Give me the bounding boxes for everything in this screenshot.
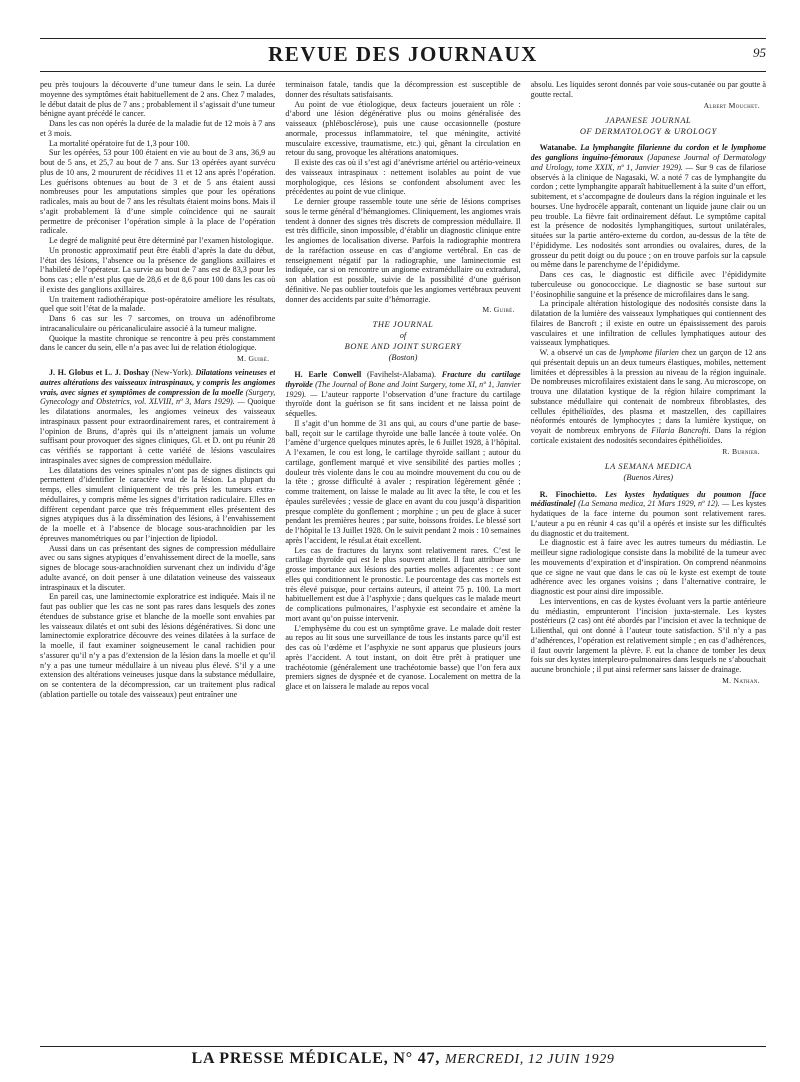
paragraph: Le degré de malignité peut être déterminé par l’examen histologique. (49, 236, 274, 245)
paragraph: Les interventions, en cas de kystes évoluant vers la partie antérieure du médiastin, emprunteront l’incision juxta-sternale. Les kystes postérieurs (2 cas) ont été abordés par l’incision et avec la technique de Lilienthal, qui ont donné à l’auteur toute satisfaction. S’il n’y a pas d’adhérences, l’opération est relativement simple ; en cas d’adhérences, il faut ouvrir largement la plèvre. F. eut la chance de tomber les deux fois sur des kystes interpleuro-pulmonaires dans lesquels ne s’abouchait aucune bronchiole ; il put ainsi refermer sans laisser de drainage. (530, 596, 766, 675)
paragraph: La mortalité opératoire fut de 1,3 pour 100. (49, 138, 190, 148)
text-run: . Dans la région corticale existaient des nodosités secondaires épithélioïdes. (530, 426, 766, 445)
article-title: La lymphangite filarienne du cordon et le lymphome des ganglions inguino-fémoraux (530, 143, 766, 163)
text-run-italic: Filaria Bancrofti (651, 426, 709, 436)
paragraph: Quoique la mastite chronique se rencontre à peu près constamment dans le cancer du sein, elle n’a pas avec lui de relation étiologique. (40, 333, 276, 353)
article-watanabe (531, 143, 766, 270)
article-place: (Favihelst-Alabama). (361, 370, 442, 380)
article-title: Dilatations veineuses et autres altérations des vaisseaux intraspinaux, y compris les angiomes vrais, avec signes et symptômes de compression de la moelle (40, 368, 276, 397)
signature: M. Guibé. (482, 305, 515, 315)
article-globus-doshay (40, 368, 275, 466)
article-author: H. Earle Conwell (294, 370, 362, 380)
article-place: (New-York). (149, 368, 196, 378)
journal-heading-line: JAPANESE JOURNAL (605, 115, 692, 125)
paragraph: En pareil cas, une laminectomie exploratrice est indiquée. Mais il ne faut pas oublier que les cas ne sont pas rares dans lesquels des zones étendues de substance grise et blanche de la moelle sont envahies par les vaisseaux dilatés et ont subi des lésions dégénératives. Si donc une laminectomie exploratrice découvre des veines dilatées à la surface de la moelle, il faut examiner soigneusement le canal rachidien pour s’assurer qu’il n’y a pas d’extension de la lésion dans la moelle et qu’il n’y a pas une tumeur médullaire à un niveau plus élevé. S’il y a une extension des altérations veineuses jusque dans la substance médullaire, on se contentera de la décompression, car un traitement plus radical (ablation partielle ou totale des vaisseaux) peut entraîner une (40, 592, 276, 699)
signature: M. Guibé. (237, 354, 270, 363)
journal-heading-line: (Buenos Aires) (623, 472, 674, 482)
paragraph: Au point de vue étiologique, deux facteurs joueraient un rôle : d’abord une lésion dégénérative plus ou moins généralisée des vaisseaux (phlébosclérose), puis une cause occasionnelle (posture anormale, processus inflammatoire, tel que méningite, activité musculaire excessive, traumatisme, etc.) qui, gênant la circulation en retour du sang, provoque les altérations anatomiques. (285, 99, 521, 158)
paragraph (531, 348, 766, 446)
journal-heading-line: LA SEMANA MEDICA (604, 461, 692, 471)
article-author: J. H. Globus et L. J. Doshay (49, 368, 150, 378)
paragraph: Aussi dans un cas présentant des signes de compression médullaire avec ou sans signes atypiques d’envahissement direct de la moelle, sans signes de blocage sous-arachnoïdien survenant chez un individu d’âge adulte avancé, on doit penser à une dilatation veineuse des vaisseaux intraspinaux et la discuter. (40, 543, 276, 592)
article-author: Watanabe. (539, 143, 577, 153)
paragraph: Un pronostic approximatif peut être établi d’après la date du début, l’état des lésions, l’absence ou la présence de ganglions axillaires et l’habileté de l’opérateur. La survie au bout de 7 ans est de 83,3 pour les bons cas ; elle n’est plus que de 28,6 et de 8,6 pour 100 dans les cas où il existe des ganglions axillaires. (40, 245, 276, 294)
footer-line (40, 1050, 766, 1068)
journal-heading-bone-joint (285, 320, 520, 364)
column-right (531, 80, 766, 1042)
paragraph: Le diagnostic est à faire avec les autres tumeurs du médiastin. Le meilleur signe radiologique consiste dans la mobilité de la tumeur avec les mouvements d’expiration et d’inspiration. On comprend néanmoins que ce signe ne vaut que dans le cas où le kyste est exempt de toute adhérence avec les organes voisins ; dans l’alternative contraire, le diagnostic est pour ainsi dire impossible. (530, 538, 766, 597)
article-title: Fracture du cartilage thyroïde (285, 370, 521, 389)
paragraph: La principale altération histologique des nodosités consiste dans la dilatation de la lumière des vaisseaux lymphatiques qui contiennent des filaires de Bancroft ; il existe en outre un épaississement des parois vasculaires et une infiltration de cellules lymphatiques autour des vaisseaux lymphatiques. (530, 299, 766, 348)
footer-issue-number: N° 47, (393, 1050, 441, 1067)
journal-heading-line: BONE AND JOINT SURGERY (344, 342, 462, 352)
article-source: (Japanese Journal of Dermatology and Urology, tome XXIX, nº 1, Janvier 1929). — (530, 153, 766, 172)
paragraph: Dans les cas non opérés la durée de la maladie fut de 12 mois à 7 ans et 3 mois. (40, 119, 276, 138)
article-finochietto (531, 490, 766, 539)
signature: Albert Mouchet. (703, 100, 760, 110)
journal-heading-line: of (399, 331, 407, 341)
paragraph: Il s’agit d’un homme de 31 ans qui, au cours d’une partie de base-ball, reçoit sur le cartilage thyroïde une balle lancée à toute volée. On l’amène d’urgence quelques minutes après, le 6 Juillet 1928, à l’hôpital. A l’examen, le cou est long, le cartilage thyroïde saillant ; autour du cartilage, gonflement marqué et vive sensibilité des parties molles ; douleur très violente dans le cou au moindre mouvement du cou ou de la tête ; grosse difficulté à avaler ; respiration légèrement gênée ; comme traitement, on laisse le malade au lit avec la tête, le cou et les épaules surélevées ; vessie de glace en avant du cou jusqu’à disparition presque complète du gonflement ; morphine ; un peu de glace à sucer pendant les premières heures ; par suite, boissons froides. Le blessé sort de l’hôpital le 13 Juillet 1928. On le suivit pendant 2 mois : 10 semaines après l’accident, le résul.at était excellent. (285, 418, 521, 545)
signature: R. Burnier. (722, 446, 760, 456)
article-source: (The Journal of Bone and Joint Surgery, tome XI, nº 1, Janvier 1929). — (285, 379, 521, 399)
paragraph: Les cas de fractures du larynx sont relativement rares. C’est le cartilage thyroïde qui est le plus souvent atteint. Il faut attribuer une grosse importance aux lésions des parties molles adjacentes : ce sont elles qui conditionnent le pronostic. Le pourcentage des cas mortels est très élevé puisque, pour certains auteurs, il atteint 75 p. 100. La mort habituellement est due à l’asphyxie ; dans quelques cas le malade meurt de complications pulmonaires, l’asphyxie est secondaire et amène la mort avant qu’on puisse intervenir. (285, 545, 521, 623)
footer-journal: LA PRESSE MÉDICALE, (191, 1050, 389, 1067)
article-text: Sur 9 cas de filariose observés à la clinique de Nagasaki, W. a noté 7 cas de lymphangite du cordon ; cette lymphangite apparaît habituellement à la suite d’un effort, subitement, et s’accompagne de douleurs dans la région inguinale et les bourses. Une hydrocèle apparaît, contenant un liquide jaune clair ou un peu trouble. La fièvre fait ordinairement défaut. Le symptôme capital est la présence de nodosités lymphangitiques, surtout unilatérales, situées sur la partie antéro-externe du cordon, au-dessus de la tête de l’épididyme. Les nodosités sont arrondies ou ovalaires, dures, de la grosseur du petit doigt ou du pouce ; on en trouve parfois sur la capsule ou même dans le parenchyme de l’épididyme. (530, 162, 766, 270)
page-header (40, 38, 766, 72)
paragraph: terminaison fatale, tandis que la décompression est susceptible de donner des résultats satisfaisants. (285, 80, 521, 99)
column-left (40, 80, 275, 1042)
paragraph: peu près toujours la découverte d’une tumeur dans le sein. La durée moyenne des symptômes était habituellement de 2 ans. Chez 7 malades, le début datait de plus de 7 ans ; probablement il s’agissait d’une tumeur bénigne ayant précédé le cancer. (40, 80, 276, 119)
paragraph: Dans ces cas, le diagnostic est difficile avec l’épididymite tuberculeuse ou gonococcique. Le diagnostic se base surtout sur l’éosinophilie sanguine et la présence de microfilaires dans le sang. (530, 270, 766, 299)
article-source: (Surgery, Gynecology and Obstetrics, vol. XLVIII, nº 3, Mars 1929). — (40, 387, 276, 407)
article-title: Les kystes hydatiques du poumon [face médiastinale] (530, 489, 766, 509)
article-conwell (285, 370, 520, 419)
paragraph: Sur les opérées, 53 pour 100 étaient en vie au bout de 3 ans, 36,9 au bout de 5 ans, et 25,7 au bout de 7 ans. Sur 13 opérées ayant survécu plus de 10 ans, 2 moururent de récidives 11 et 12 ans après l’opération. Les guérisons obtenues au bout de 3 et de 5 ans étaient aussi nombreuses pour les amputations simples que pour les opérations radicales, mais au bout de 7 ans les résultats étaient moins bons. Mais il s’agit probablement là d’une simple coïncidence qui ne saurait permettre de préconiser l’opération simple à la place de l’opération radicale. (40, 148, 276, 236)
article-text: Quoique les dilatations anormales, les angiomes veineux des vaisseaux intraspinaux passent pour extraordinairement rares, et contrairement à l’opinion de Bruns, d’après qui ils n’atteignent jamais un volume suffisant pour provoquer des signes cliniques, Gl. et D. ont pu réunir 28 cas vérifiés se rapportant à cette variété de lésions vasculaires intraspinales avec signes de compression médullaire. (40, 397, 276, 465)
article-author: R. Finochietto. (539, 489, 597, 499)
text-run-italic: lymphome filarien (619, 348, 679, 358)
article-text: Les kystes hydatiques de la face interne du poumon sont relativement rares. L’auteur a pu en réunir 4 cas qu’il a opérés et insiste sur les difficultés du diagnostic et du traitement. (530, 499, 766, 538)
article-text: L’auteur rapporte l’observation d’une fracture du cartilage thyroïde dont la guérison se fit sans incident et ne laissa point de séquelles. (285, 389, 521, 419)
page-number: 95 (753, 45, 766, 60)
paragraph: Dans 6 cas sur les 7 sarcomes, on trouva un adénofibrome intracanaliculaire ou péricanaliculaire associé à la tumeur maligne. (40, 314, 276, 333)
journal-heading-semana-medica (531, 462, 766, 484)
text-run: chez un garçon de 12 ans qui présentait depuis un an deux tumeurs élastiques, mobiles, nettement limitées et dépressibles à la pression au niveau de la région inguinale. De nombreuses microfilaires existaient dans le sang. Au microscope, on trouva une dilatation kystique de la région hilaire comprimant la substance médullaire qui contenait de nombreux fibroblastes, des cellules épithélioïdes, des plasma et mastzellen, des capillaires néoformés entourés de lymphocytes ; dans la lumière kystique, on voyait de nombreux embryons de (530, 348, 766, 436)
column-middle (285, 80, 520, 1042)
journal-heading-line: (Boston) (388, 353, 418, 363)
paragraph: Un traitement radiothérapique post-opératoire améliore les résultats, quel que soit l’état de la malade. (40, 294, 276, 314)
paragraph: Les dilatations des veines spinales n’ont pas de signes distincts qui permettent d’identifier le caractère vrai de la lésion. La plupart du temps, elles simulent cliniquement de très près les tumeurs extra-médullaires, y compris même les signes d’irritation radiculaire. Elles en diffèrent cependant parce que très fréquemment elles présentent des signes atypiques dus à la dissémination des lésions, à l’envahissement de la moelle et à l’absence de blocage sous-arachnoïdien par les épreuves manométriques ou par l’injection de lipiodol. (40, 465, 276, 543)
signature: M. Nathan. (722, 675, 760, 685)
article-source: (La Semana medica, 21 Mars 1929, nº 12). — (575, 499, 732, 509)
journal-heading-line: OF DERMATOLOGY & UROLOGY (579, 126, 717, 136)
text-run: W. a observé un cas de (539, 348, 620, 358)
journal-heading-line: THE JOURNAL (372, 320, 434, 330)
page-footer (40, 1046, 766, 1073)
paragraph: Le dernier groupe rassemble toute une série de lésions comprises sous le terme général d’hémangiomes. Cliniquement, les angiomes vrais tendent à donner des signes très discrets de compression médullaire. Il est très difficile, sinon impossible, d’établir un diagnostic clinique entre les angiomes de localisation diverse. Parfois la radiographie montrera de la raréfaction osseuse en cas d’angiome vertébral. En cas de renseignement négatif par la radiographie, une laminectomie est indiquée, car si on rencontre un angiome extramédullaire ou extradural, son ablation est possible, suivie de la possibilité d’une guérison définitive. Ne pas oublier toutefois que les angiomes vertébraux peuvent donner des accidents par suite d’hémorragie. (285, 197, 521, 304)
paragraph: absolu. Les liquides seront donnés par voie sous-cutanée ou par goutte à goutte rectal. (530, 80, 766, 99)
paragraph: Il existe des cas où il s’est agi d’anévrisme artériel ou artério-veineux des vaisseaux intraspinaux : nettement isolables au point de vue morphologique, ces lésions se confondent absolument avec les précédentes au point de vue clinique. (285, 158, 521, 197)
running-title: REVUE DES JOURNAUX (268, 42, 538, 66)
footer-date: MERCREDI, 12 JUIN 1929 (444, 1052, 615, 1067)
article-columns (40, 80, 766, 1042)
journal-heading-japanese (531, 116, 766, 138)
paragraph: L’emphysème du cou est un symptôme grave. Le malade doit rester au repos au lit sous une surveillance de tous les instants parce qu’il est des cas où l’œdème et l’asphyxie ne sont apparus que plusieurs jours après l’accident. A tout instant, on doit être prêt à pratiquer une trachéotomie (généralement une trachéotomie basse) que l’on fera aux premiers signes de dyspnée et de cyanose. Localement on mettra de la glace et on laissera le malade au repos vocal (285, 623, 521, 692)
